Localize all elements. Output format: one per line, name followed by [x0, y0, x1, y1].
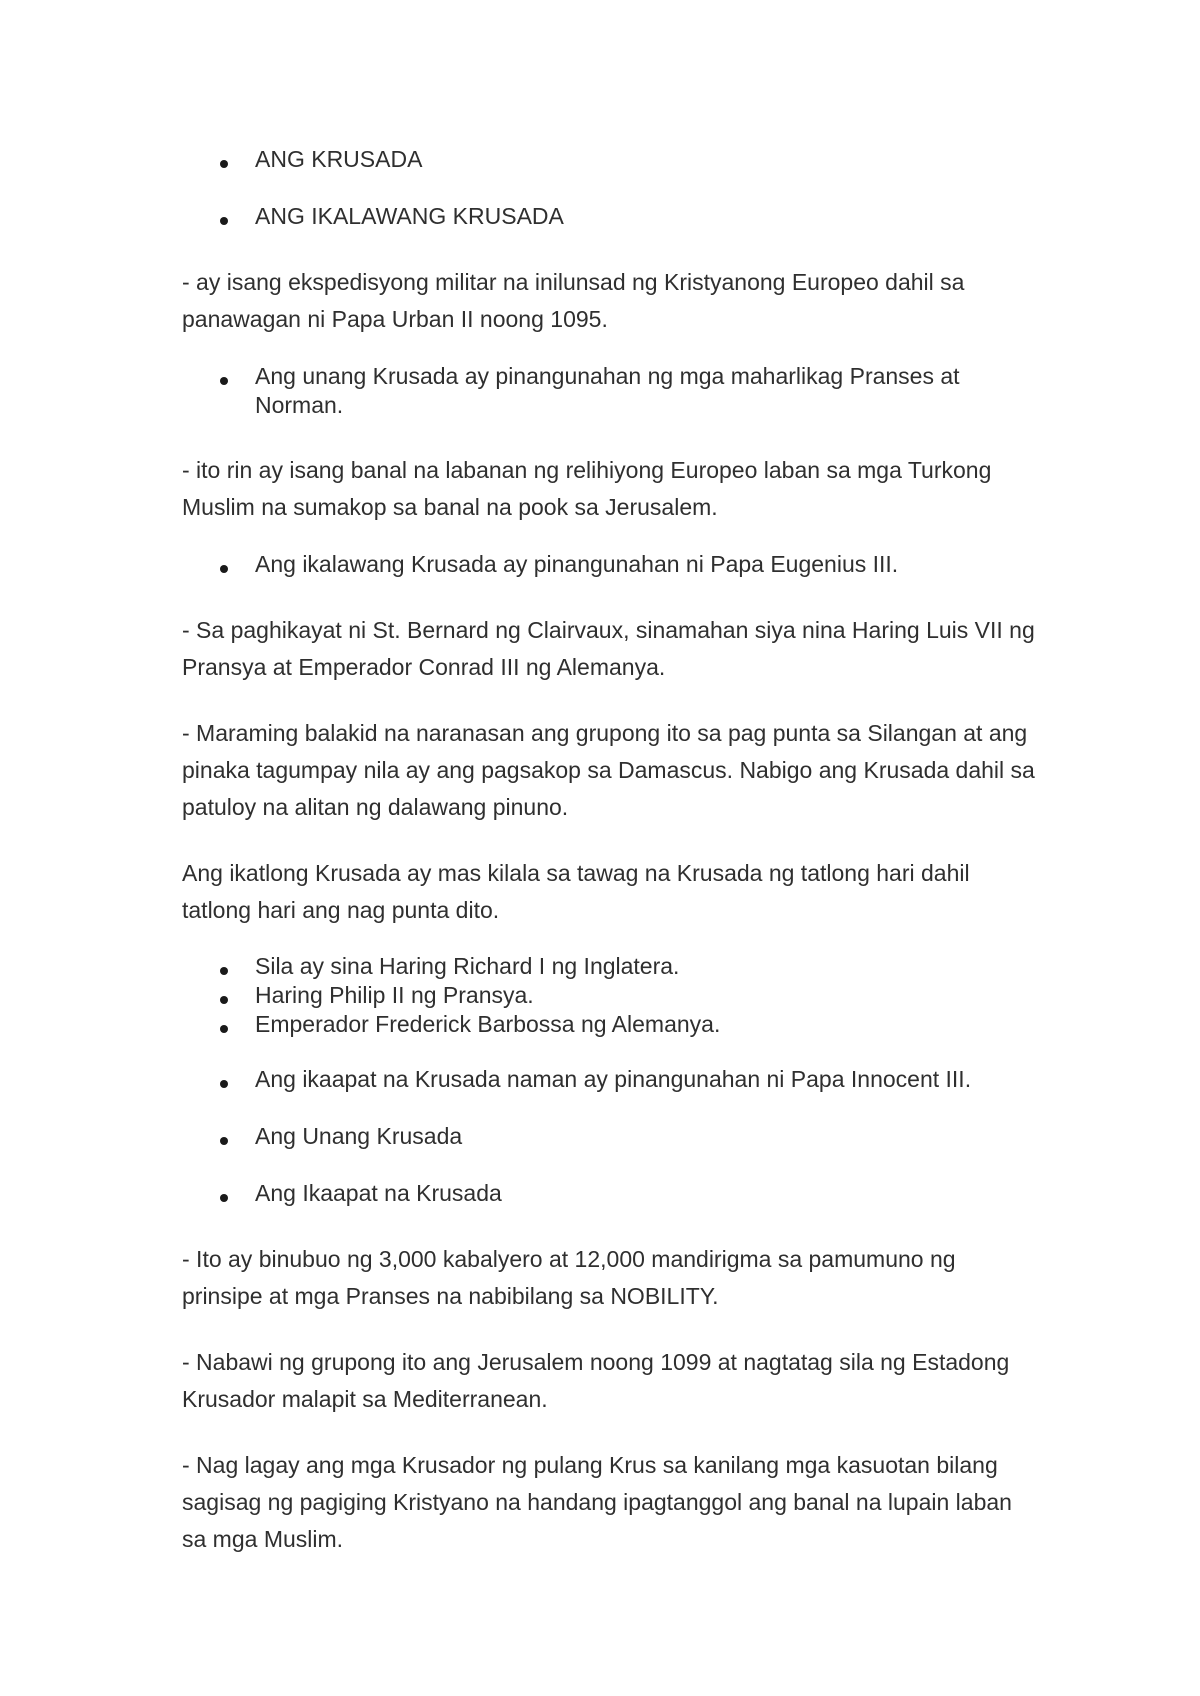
paragraph: - Sa paghikayat ni St. Bernard ng Clairvaux, sinamahan siya nina Haring Luis VII ng Pransya at Emperador Conrad III ng Alemanya. [182, 617, 1035, 680]
bullet-text: Ang ikalawang Krusada ay pinangunahan ni Papa Eugenius III. [255, 551, 899, 577]
bullet-dot-icon [220, 565, 228, 573]
paragraph: - Nag lagay ang mga Krusador ng pulang Krus sa kanilang mga kasuotan bilang sagisag ng pagiging Kristyano na handang ipagtanggol ang banal na lupain laban sa mga Muslim. [182, 1452, 1012, 1552]
paragraph: - Maraming balakid na naranasan ang grupong ito sa pag punta sa Silangan at ang pinaka tagumpay nila ay ang pagsakop sa Damascus. Nabigo ang Krusada dahil sa patuloy na alitan ng dalawang pinuno. [182, 720, 1035, 820]
paragraph: Ang ikatlong Krusada ay mas kilala sa tawag na Krusada ng tatlong hari dahil tatlong hari ang nag punta dito. [182, 860, 970, 923]
bullet-dot-icon [220, 996, 228, 1004]
paragraph: - ito rin ay isang banal na labanan ng relihiyong Europeo laban sa mga Turkong Muslim na sumakop sa banal na pook sa Jerusalem. [182, 457, 992, 520]
bullet-text: Ang unang Krusada ay pinangunahan ng mga maharlikag Pranses at Norman. [255, 363, 960, 418]
bullet-dot-icon [220, 217, 228, 225]
bullet-text: Haring Philip II ng Pransya. [255, 982, 534, 1008]
bullet-dot-icon [220, 1194, 228, 1202]
bullet-text: Ang Unang Krusada [255, 1123, 463, 1149]
bullet-text: Ang Ikaapat na Krusada [255, 1180, 502, 1206]
bullet-dot-icon [220, 160, 228, 168]
bullet-dot-icon [220, 1137, 228, 1145]
paragraph: - Ito ay binubuo ng 3,000 kabalyero at 12,000 mandirigma sa pamumuno ng prinsipe at mga Pranses na nabibilang sa NOBILITY. [182, 1246, 956, 1309]
bullet-text: Emperador Frederick Barbossa ng Alemanya. [255, 1011, 721, 1037]
bullet-text: ANG KRUSADA [255, 146, 423, 172]
paragraph: - Nabawi ng grupong ito ang Jerusalem noong 1099 at nagtatag sila ng Estadong Krusador malapit sa Mediterranean. [182, 1349, 1010, 1412]
bullet-dot-icon [220, 1080, 228, 1088]
bullet-dot-icon [220, 1025, 228, 1033]
bullet-text: ANG IKALAWANG KRUSADA [255, 203, 564, 229]
bullet-text: Ang ikaapat na Krusada naman ay pinangunahan ni Papa Innocent III. [255, 1066, 972, 1092]
bullet-dot-icon [220, 377, 228, 385]
bullet-text: Sila ay sina Haring Richard I ng Inglatera. [255, 953, 680, 979]
bullet-dot-icon [220, 967, 228, 975]
paragraph: - ay isang ekspedisyong militar na inilunsad ng Kristyanong Europeo dahil sa panawagan ni Papa Urban II noong 1095. [182, 269, 965, 332]
